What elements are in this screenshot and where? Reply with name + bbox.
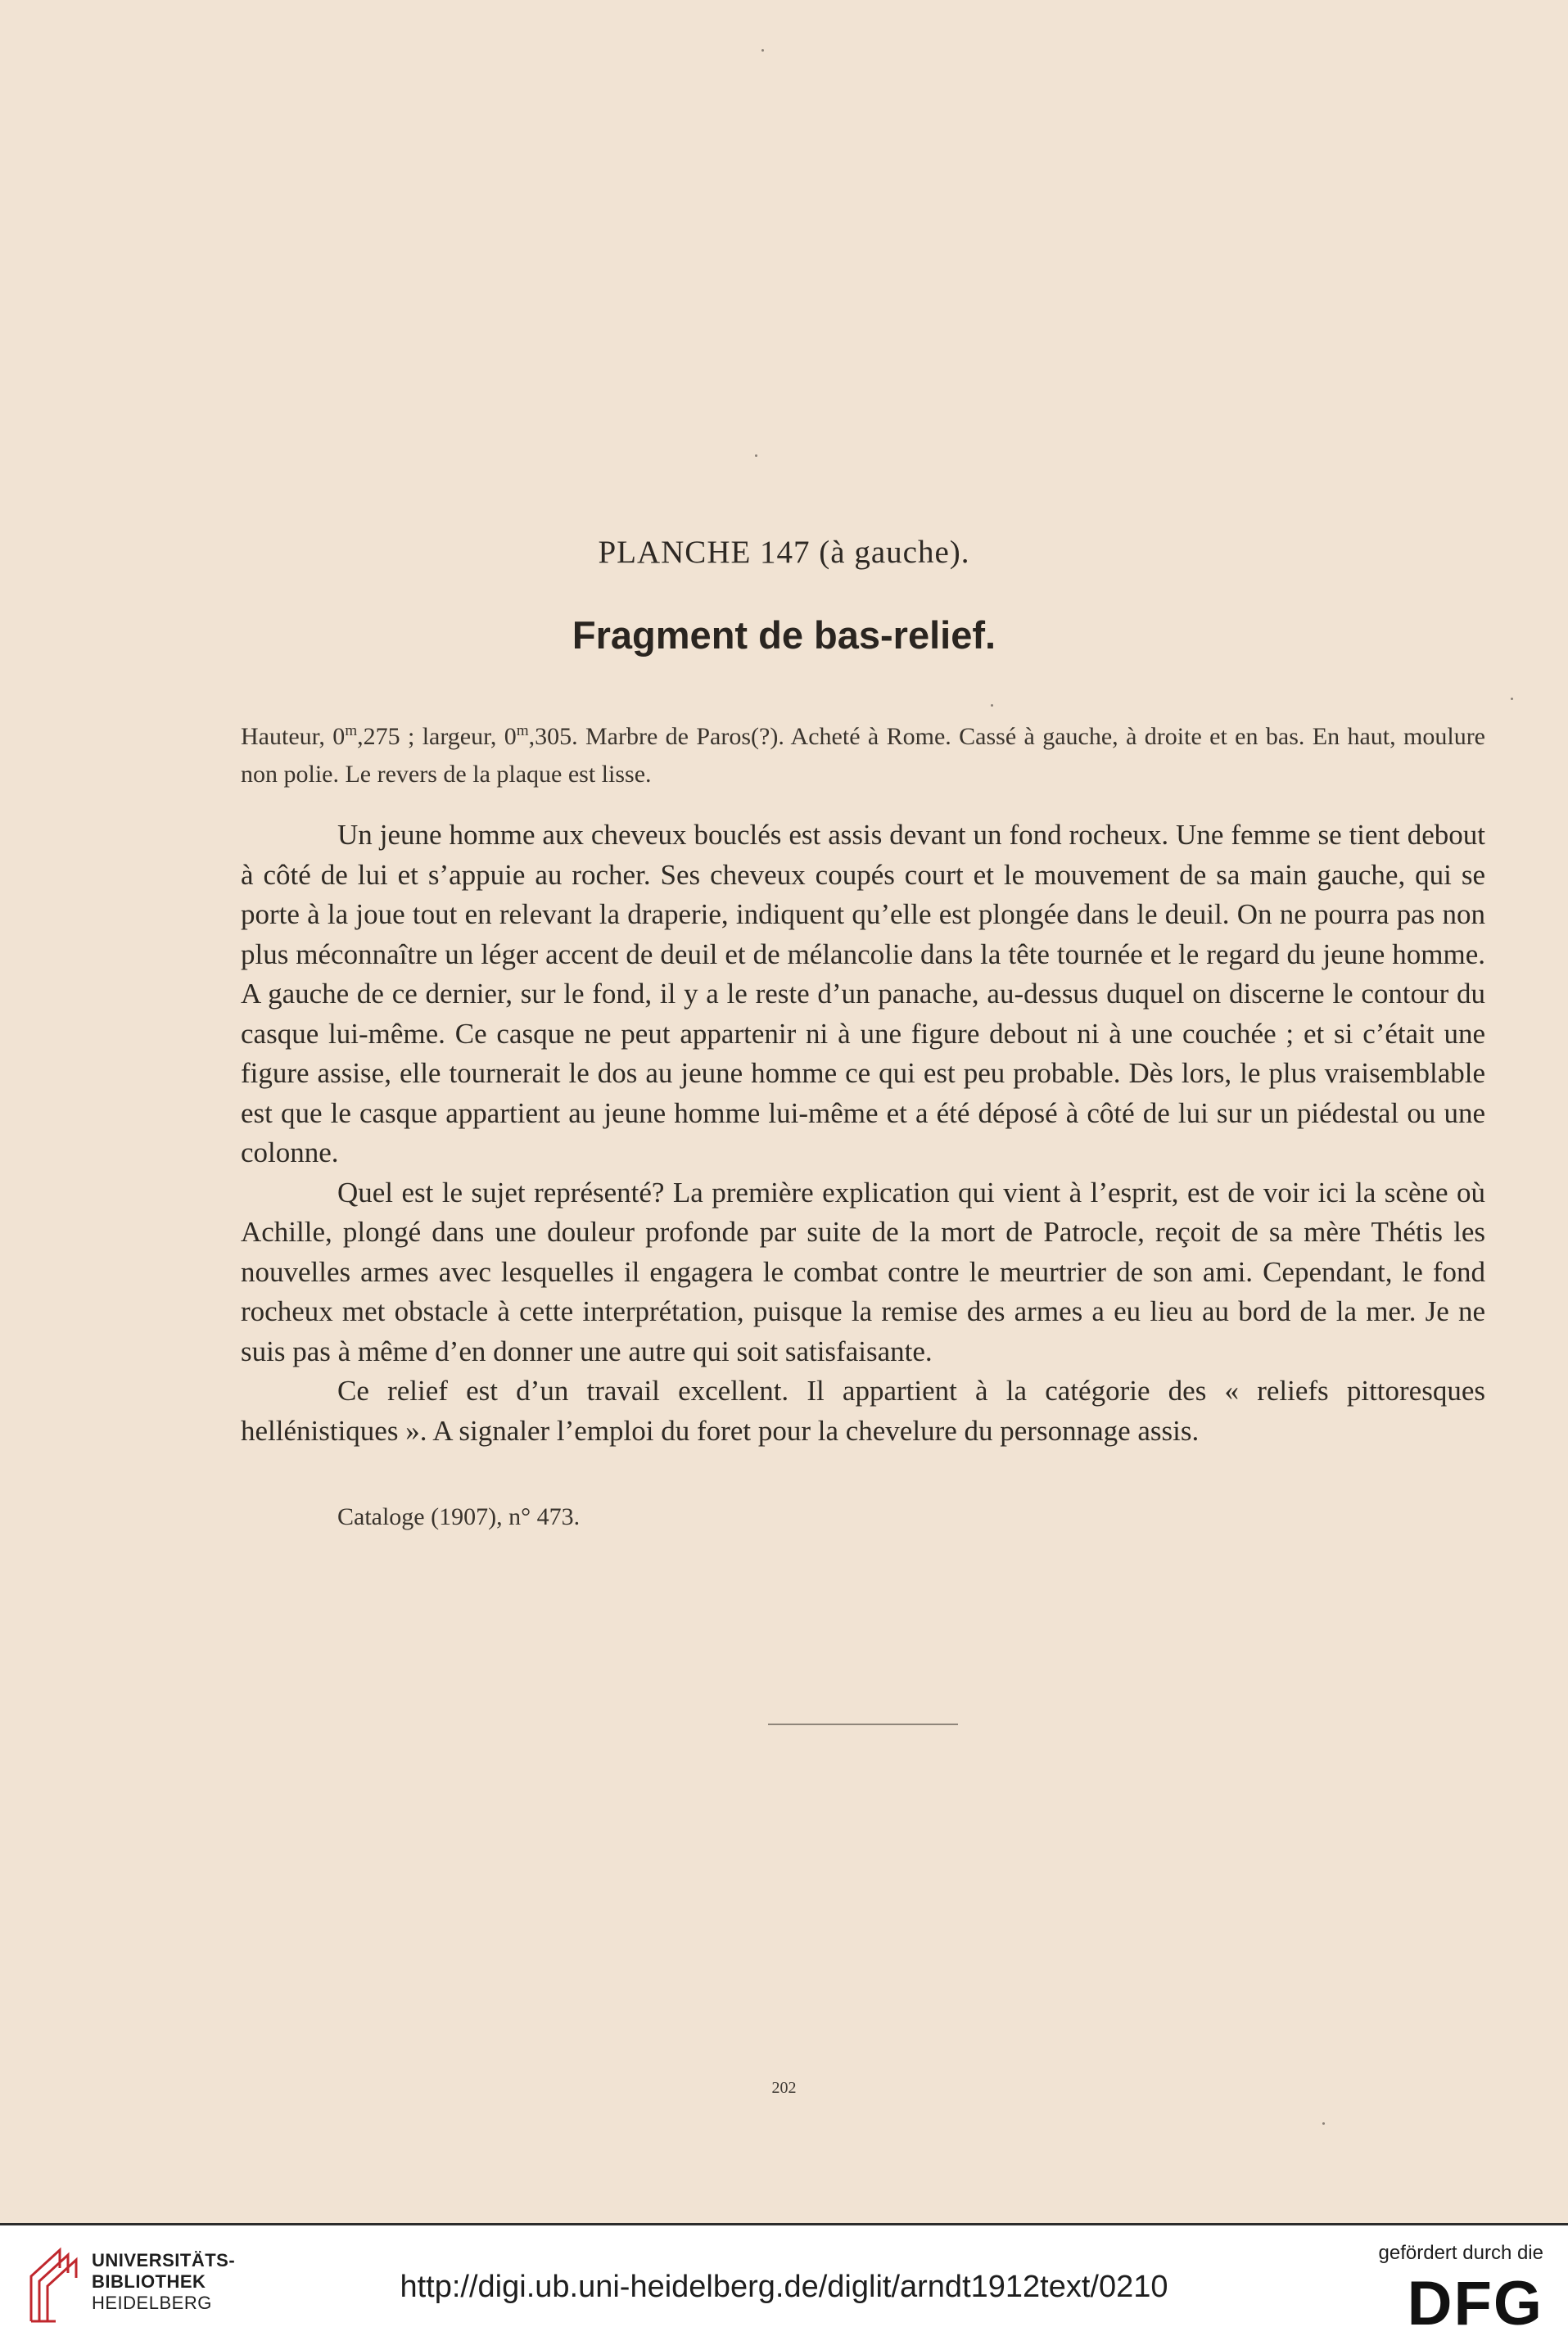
library-name[interactable]: UNIVERSITÄTS- BIBLIOTHEK HEIDELBERG [92,2250,236,2313]
page-number: 202 [771,2079,797,2097]
catalog-reference: Cataloge (1907), n° 473. [337,1503,581,1530]
paper-speck [1511,698,1513,700]
paper-speck [755,454,757,457]
paragraph: Ce relief est d’un travail excellent. Il appartient à la catégorie des « reliefs pittoresques hellénistiques ». A signaler l’emploi du foret pour la chevelure du personnage assis. [241,1375,1485,1447]
paper-speck [991,704,993,707]
plate-heading: PLANCHE 147 (à gauche). [598,535,970,570]
section-separator [768,1724,958,1725]
paragraph: Un jeune homme aux cheveux bouclés est assis devant un fond rocheux. Une femme se tient debout à côté de lui et s’appuie au rocher. Ses cheveux coupés court et le mouvement de sa main gauche, qui se porte à la joue tout en relevant la draperie, indiquent qu’elle est plongée dans le deuil. On ne pourra pas non plus méconnaître un léger accent de deuil et de mélancolie dans la tête tournée et le regard du jeune homme. A gauche de ce dernier, sur le fond, il y a le reste d’un panache, au-dessus duquel on discerne le contour du casque lui-même. Ce casque ne peut appartenir ni à une figure debout ni à une couchée ; et si c’était une figure assise, elle tournerait le dos au jeune homme ce qui est peu probable. Dès lors, le plus vraisemblable est que le casque appartient au jeune homme lui-même et a été déposé à côté de lui sur un piédestal ou une colonne. [241,819,1485,1168]
digitization-footer [0,2223,1568,2345]
dfg-logo[interactable]: DFG [1407,2269,1543,2338]
page-title: Fragment de bas-relief. [572,613,996,657]
description-text [241,816,1485,1451]
source-url-link[interactable]: http://digi.ub.uni-heidelberg.de/diglit/arndt1912text/0210 [400,2270,1168,2304]
object-dimensions: Hauteur, 0$^m$,275 ; largeur, 0$^m$,305. Marbre de Paros(?). Acheté à Rome. Cassé à gauche, à droite et en bas. En haut, moulure non polie. Le revers de la plaque est lisse. [241,722,1486,788]
paragraph: Quel est le sujet représenté? La première explication qui vient à l’esprit, est de voir ici la scène où Achille, plongé dans une douleur profonde par suite de la mort de Patrocle, reçoit de sa mère Thétis les nouvelles armes avec lesquelles il engagera le combat contre le meurtrier de son ami. Cependant, le fond rocheux met obstacle à cette interprétation, puisque la remise des armes a eu lieu au bord de la mer. Je ne suis pas à même d’en donner une autre qui soit satisfaisante. [241,1176,1485,1367]
funding-label: gefördert durch die [1378,2242,1543,2264]
paper-speck [761,49,764,52]
paper-speck [1322,2122,1325,2125]
